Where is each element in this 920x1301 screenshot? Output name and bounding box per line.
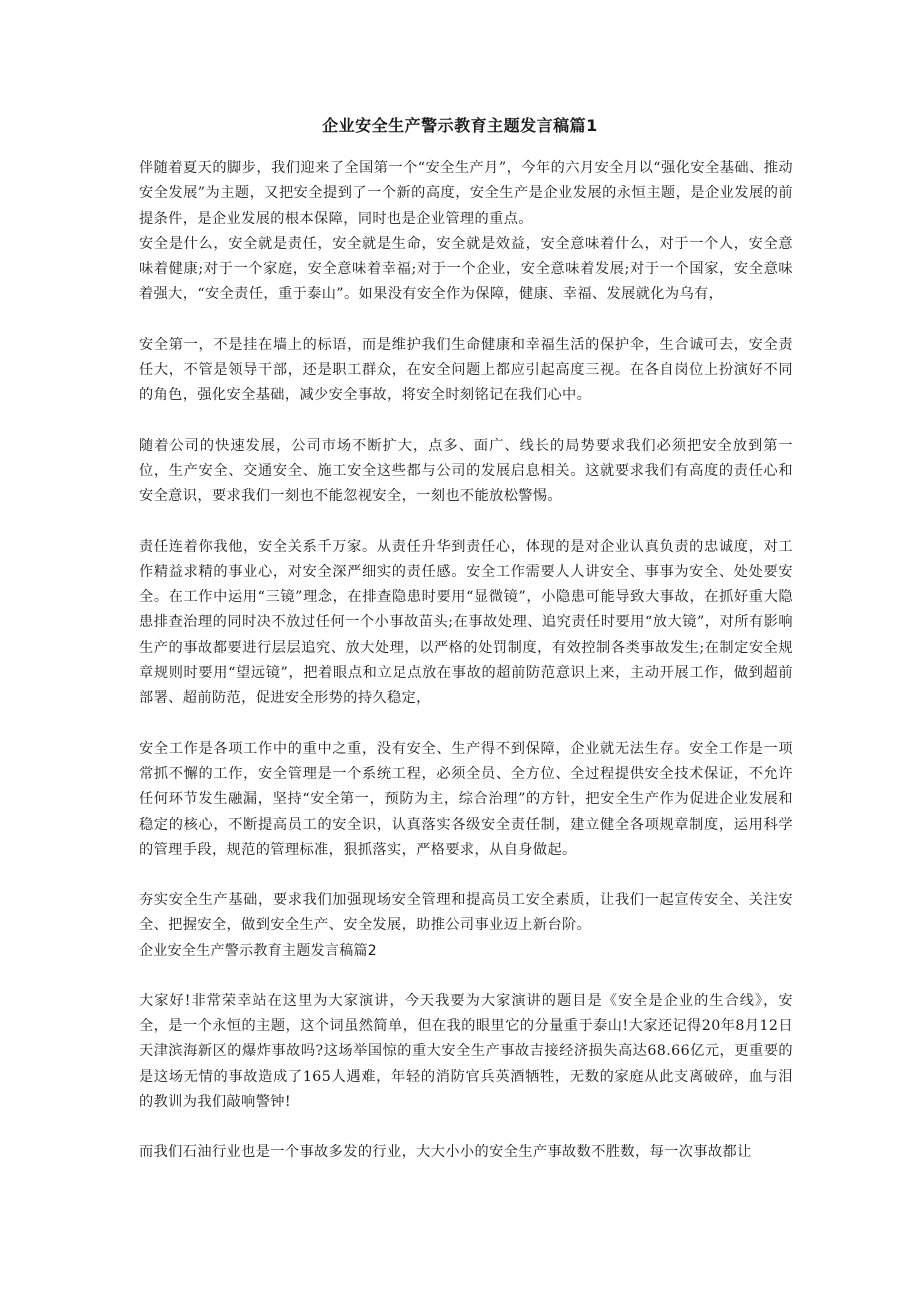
section-2-title: 企业安全生产警示教育主题发言稿篇2 bbox=[139, 942, 378, 959]
section-2-paragraph-1: 大家好!非常荣幸站在这里为大家演讲，今天我要为大家演讲的题目是《安全是企业的生合线》，安全，是一个永恒的主题，这个词虽然简单，但在我的眼里它的分量重于泰山!大家还记得20年8月12日天津滨海新区的爆炸事故吗?这场举国惊的重大安全生产事故吉接经济损失高达68.66亿元，更重要的是这场无情的事故造成了165人遇难，年轻的消防官兵英酒牺牲，无数的家庭从此支离破碎，血与泪的教训为我们敲响警钟! bbox=[139, 992, 793, 1110]
document-body bbox=[139, 156, 793, 1166]
paragraph-7: 夯实安全生产基础，要求我们加强现场安全管理和提高员工安全素质，让我们一起宣传安全、关注安全、把握安全，做到安全生产、安全发展，助推公司事业迈上新台阶。 bbox=[139, 892, 793, 934]
paragraph-3: 安全第一，不是挂在墙上的标语，而是维护我们生命健康和幸福生活的保护伞，生合诚可去，安全责任大，不管是领导干部，还是职工群众，在安全问题上都应引起高度三视。在各自岗位上扮演好不同的角色，强化安全基础，减少安全事故，将安全时刻铭记在我们心中。 bbox=[139, 336, 793, 404]
paragraph-2: 安全是什么，安全就是责任，安全就是生命，安全就是效益，安全意味着什么，对于一个人，安全意味着健康;对于一个家庭，安全意味着幸福;对于一个企业，安全意味着发展;对于一个国家，安全意味着强大，“安全责任，重于泰山”。如果没有安全作为保障，健康、幸福、发展就化为乌有， bbox=[139, 235, 793, 303]
paragraph-4: 随着公司的快速发展，公司市场不断扩大，点多、面广、线长的局势要求我们必须把安全放到第一位，生产安全、交通安全、施工安全这些都与公司的发展启息相关。这就要求我们有高度的责任心和安全意识，要求我们一刻也不能忽视安全，一刻也不能放松警惕。 bbox=[139, 437, 793, 505]
paragraph-1: 伴随着夏天的脚步，我们迎来了全国第一个“安全生产月”，今年的六月安全月以“强化安全基础、推动安全发展”为主题，又把安全提到了一个新的高度，安全生产是企业发展的永恒主题，是企业发展的前提条件，是企业发展的根本保障，同时也是企业管理的重点。 bbox=[139, 160, 793, 227]
paragraph-5: 责任连着你我他，安全关系千万家。从责任升华到责任心，体现的是对企业认真负责的忠诚度，对工作精益求精的事业心，对安全深严细实的责任感。安全工作需要人人讲安全、事事为安全、处处要安全。在工作中运用“三镜”理念，在排查隐患时要用“显微镜”，小隐患可能导致大事故，在抓好重大隐患排查治理的同时决不放过任何一个小事故苗头;在事故处理、追究责任时要用“放大镜”，对所有影响生产的事故都要进行层层追究、放大处理，以严格的处罚制度，有效控制各类事故发生;在制定安全规章规则时要用“望远镜”，把着眼点和立足点放在事故的超前防范意识上来，主动开展工作，做到超前部署、超前防范，促进安全形势的持久稳定， bbox=[139, 538, 793, 707]
document-title: 企业安全生产警示教育主题发言稿篇1 bbox=[322, 116, 598, 135]
paragraph-6: 安全工作是各项工作中的重中之重，没有安全、生产得不到保障，企业就无法生存。安全工作是一项常抓不懈的工作，安全管理是一个系统工程，必须全员、全方位、全过程提供安全技术保证，不允许任何环节发生融漏，坚持“安全第一，预防为主，综合治理”的方针，把安全生产作为促进企业发展和稳定的核心，不断提高员工的安全识，认真落实各级安全责任制，建立健全各项规章制度，运用科学的管理手段，规范的管理标准，狠抓落实，严格要求，从自身做起。 bbox=[139, 740, 793, 858]
section-2-paragraph-2: 而我们石油行业也是一个事故多发的行业，大大小小的安全生产事故数不胜数，每一次事故都让 bbox=[139, 1144, 752, 1161]
